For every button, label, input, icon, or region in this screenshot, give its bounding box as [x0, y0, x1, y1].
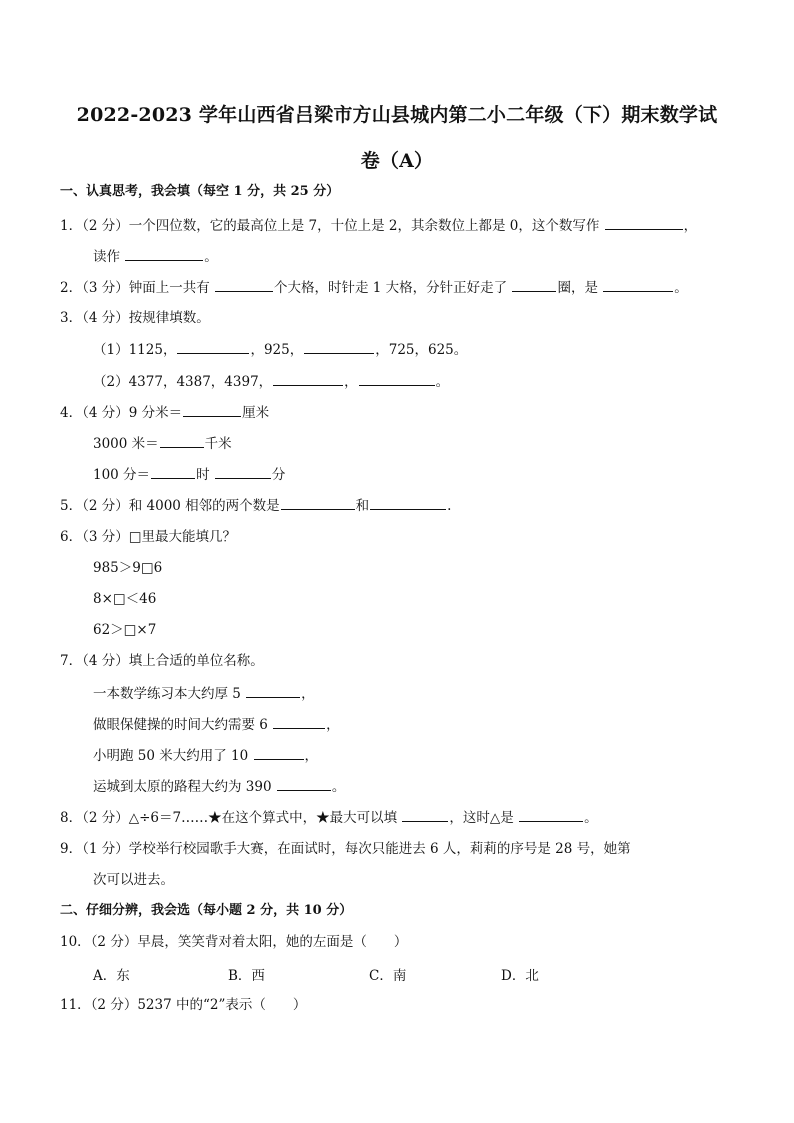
q11-number: 11．	[60, 997, 91, 1013]
question-2	[60, 278, 688, 297]
q2-answer-blank-1[interactable]	[215, 278, 273, 292]
q3-answer-blank-2[interactable]	[304, 340, 374, 354]
q3-sub1-b: ，925，	[250, 342, 304, 358]
q4-l3-a: 100 分＝	[93, 467, 151, 483]
question-3	[60, 309, 210, 327]
q7-l2-a: 做眼保健操的时间大约需要 6	[93, 717, 273, 733]
question-4-line2	[93, 434, 232, 453]
q11-text: （2 分）5237 中的“2”表示（ ）	[90, 997, 307, 1013]
q3-answer-blank-4[interactable]	[359, 372, 435, 386]
q7-item-3	[93, 746, 318, 765]
q3-sub2-a: （2）4377，4387，4397，	[93, 374, 273, 390]
question-4	[60, 403, 269, 422]
q7-item-4	[93, 777, 345, 796]
q1-text-b: ，	[683, 218, 698, 234]
q6-item-3: 62＞□×7	[93, 622, 157, 638]
q7-answer-blank-2[interactable]	[273, 715, 325, 729]
exam-title-line1: 2022-2023 学年山西省吕梁市方山县城内第二小二年级（下）期末数学试	[76, 104, 718, 126]
q10-option-b[interactable]: B．西	[228, 968, 265, 984]
q6-number: 6．	[60, 529, 83, 545]
q3-sub2-b: ，	[344, 374, 358, 390]
q4-answer-blank-4[interactable]	[215, 465, 271, 479]
q4-answer-blank-1[interactable]	[183, 403, 241, 417]
q2-text-b: 个大格，时针走 1 大格，分针正好走了	[274, 280, 512, 296]
question-9	[60, 840, 631, 858]
q3-answer-blank-1[interactable]	[177, 340, 249, 354]
q5-answer-blank-1[interactable]	[281, 496, 355, 510]
question-11	[60, 996, 306, 1014]
question-1-cont	[93, 247, 218, 266]
q3-sub2-c: 。	[435, 374, 450, 390]
q6-text: （3 分）□里最大能填几？	[82, 529, 236, 545]
q5-text-a: （2 分）和 4000 相邻的两个数是	[82, 498, 280, 514]
exam-title-line2: 卷（A）	[360, 150, 434, 172]
question-8	[60, 808, 598, 827]
q8-answer-blank-1[interactable]	[402, 808, 448, 822]
q4-l1-b: 厘米	[242, 405, 270, 421]
section2-heading: 二、仔细分辨，我会选（每小题 2 分，共 10 分）	[60, 903, 353, 918]
q10-option-d[interactable]: D．北	[501, 968, 539, 984]
q6-item-2: 8×□＜46	[93, 591, 157, 607]
q5-number: 5．	[60, 498, 83, 514]
q4-answer-blank-2[interactable]	[160, 434, 204, 448]
question-7	[60, 652, 264, 670]
question-3-sub1	[93, 340, 467, 359]
q4-l2-b: 千米	[204, 436, 232, 452]
q8-number: 8．	[60, 810, 83, 826]
q1-answer-blank-1[interactable]	[605, 216, 683, 230]
q7-l2-b: ，	[326, 717, 340, 733]
q7-l4-a: 运城到太原的路程大约为 390	[93, 779, 276, 795]
q2-answer-blank-2[interactable]	[512, 278, 556, 292]
q2-text-c: 圈，是	[557, 280, 603, 296]
q7-l4-b: 。	[331, 779, 346, 795]
q1-answer-blank-2[interactable]	[125, 247, 203, 261]
q6-item-1: 985＞9□6	[93, 560, 163, 576]
q2-text-a: （3 分）钟面上一共有	[82, 280, 215, 296]
q7-l3-b: ，	[304, 748, 319, 764]
q10-option-a[interactable]: A．东	[93, 968, 130, 984]
q7-l1-b: ，	[301, 686, 315, 702]
q9-cont: 次可以进去。	[93, 872, 174, 888]
q7-answer-blank-3[interactable]	[254, 746, 304, 760]
q7-item-2	[93, 715, 340, 734]
q7-item-1	[93, 684, 315, 703]
q9-text: （1 分）学校举行校园歌手大赛，在面试时，每次只能进去 6 人，莉莉的序号是 28 号，她第	[82, 841, 631, 857]
q4-number: 4．	[60, 405, 83, 421]
question-6	[60, 528, 236, 546]
question-10	[60, 933, 407, 951]
q7-answer-blank-4[interactable]	[277, 777, 331, 791]
q4-l2-a: 3000 米＝	[93, 436, 159, 452]
q4-l3-b: 时	[196, 467, 214, 483]
q2-number: 2．	[60, 280, 83, 296]
q10-text: （2 分）早晨，笑笑背对着太阳，她的左面是（ ）	[90, 934, 408, 950]
section1-heading: 一、认真思考，我会填（每空 1 分，共 25 分）	[60, 184, 340, 199]
q5-text-c: .	[447, 498, 452, 514]
question-3-sub2	[93, 372, 449, 391]
q2-text-d: 。	[674, 280, 688, 296]
q7-text: （4 分）填上合适的单位名称。	[82, 653, 264, 669]
q8-text-b: ，这时△是	[449, 810, 519, 826]
q1-cont-b: 。	[204, 249, 218, 265]
q7-answer-blank-1[interactable]	[246, 684, 300, 698]
q4-answer-blank-3[interactable]	[151, 465, 195, 479]
q4-l1-a: （4 分）9 分米＝	[82, 405, 183, 421]
question-5	[60, 496, 451, 515]
q3-sub1-a: （1）1125，	[93, 342, 177, 358]
q8-text-a: （2 分）△÷6＝7……★在这个算式中，★最大可以填	[82, 810, 402, 826]
q10-number: 10．	[60, 934, 91, 950]
q9-number: 9．	[60, 841, 83, 857]
q10-option-c[interactable]: C．南	[369, 968, 407, 984]
question-4-line3	[93, 465, 285, 484]
q1-cont-a: 读作	[93, 249, 125, 265]
q4-l3-c: 分	[271, 467, 286, 483]
q8-answer-blank-2[interactable]	[519, 808, 583, 822]
q2-answer-blank-3[interactable]	[603, 278, 673, 292]
q3-answer-blank-3[interactable]	[273, 372, 343, 386]
q8-text-c: 。	[584, 810, 598, 826]
q3-text: （4 分）按规律填数。	[82, 310, 210, 326]
q7-l3-a: 小明跑 50 米大约用了 10	[93, 748, 253, 764]
q7-l1-a: 一本数学练习本大约厚 5	[93, 686, 246, 702]
q1-text-a: （2 分）一个四位数，它的最高位上是 7，十位上是 2，其余数位上都是 0，这个数写作	[82, 218, 604, 234]
q5-answer-blank-2[interactable]	[370, 496, 446, 510]
question-1	[60, 216, 697, 235]
q7-number: 7．	[60, 653, 83, 669]
q5-text-b: 和	[355, 498, 370, 514]
q3-number: 3．	[60, 310, 83, 326]
q1-number: 1．	[60, 218, 83, 234]
q3-sub1-c: ，725，625。	[375, 342, 468, 358]
